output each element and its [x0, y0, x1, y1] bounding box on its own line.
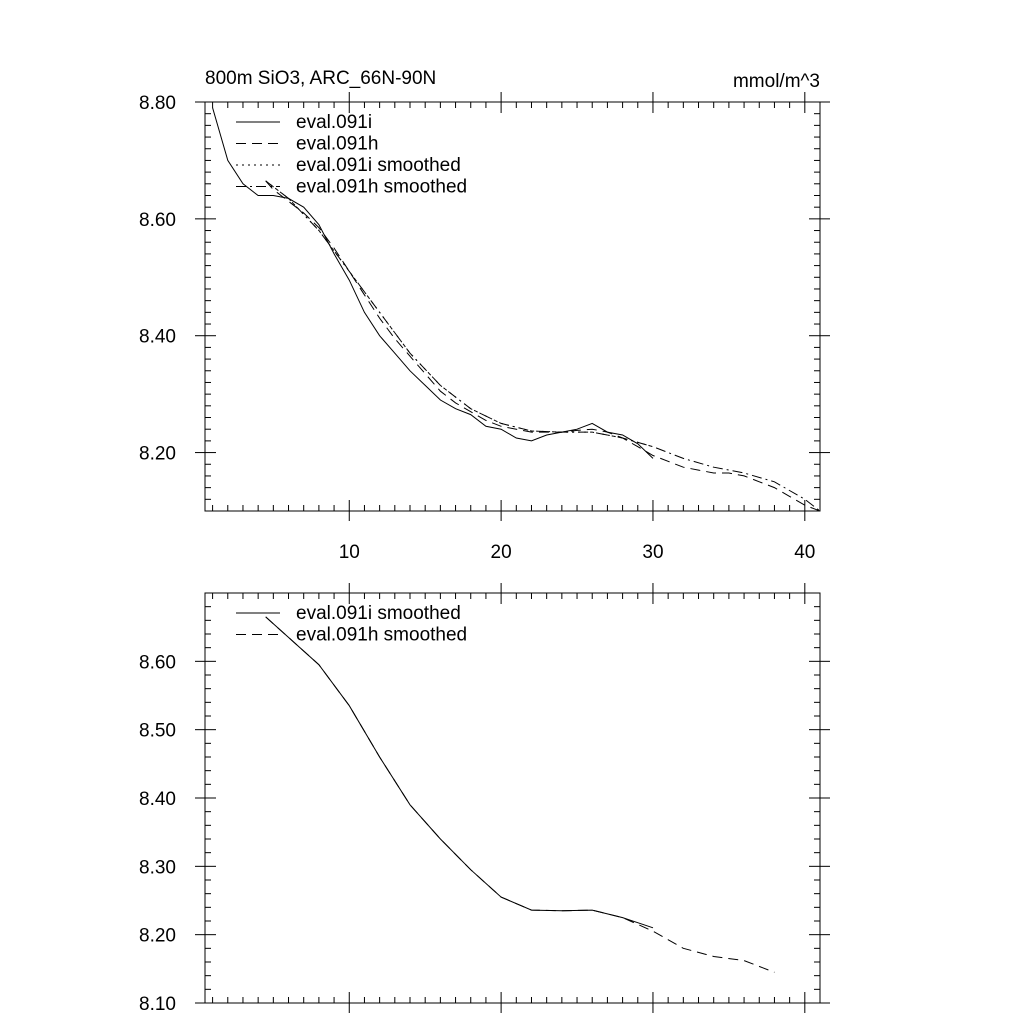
- x-tick-label: 10: [338, 542, 360, 563]
- chart-title: 800m SiO3, ARC_66N-90N: [205, 68, 437, 89]
- legend-label: eval.091i smoothed: [296, 603, 461, 624]
- y-tick-label: 8.60: [139, 652, 176, 674]
- series-line-3: [266, 181, 653, 447]
- legend-label: eval.091h smoothed: [296, 176, 468, 198]
- series-line-2: [266, 617, 775, 972]
- legend-label: eval.091h: [296, 133, 379, 155]
- series-line-2: [266, 181, 820, 511]
- plot-frame: [205, 593, 820, 1003]
- y-tick-label: 8.10: [139, 994, 176, 1015]
- x-tick-label: 40: [794, 542, 816, 563]
- x-tick-label: 30: [642, 542, 664, 563]
- top-panel: [139, 68, 830, 563]
- y-tick-label: 8.50: [139, 720, 176, 742]
- y-tick-label: 8.60: [139, 209, 176, 231]
- x-tick-label: 20: [490, 542, 512, 563]
- legend-label: eval.091i smoothed: [296, 155, 461, 176]
- series-line-1: [266, 617, 653, 928]
- y-tick-label: 8.80: [139, 93, 176, 114]
- units-label: mmol/m^3: [732, 71, 820, 92]
- y-tick-label: 8.30: [139, 857, 176, 879]
- legend-label: eval.091i: [296, 112, 373, 133]
- series-line-4: [266, 181, 820, 511]
- y-tick-label: 8.40: [139, 326, 176, 348]
- bottom-panel: [139, 583, 830, 1015]
- y-tick-label: 8.40: [139, 789, 176, 810]
- legend-label: eval.091h smoothed: [296, 624, 468, 646]
- y-tick-label: 8.20: [139, 443, 176, 465]
- y-tick-label: 8.20: [139, 925, 176, 947]
